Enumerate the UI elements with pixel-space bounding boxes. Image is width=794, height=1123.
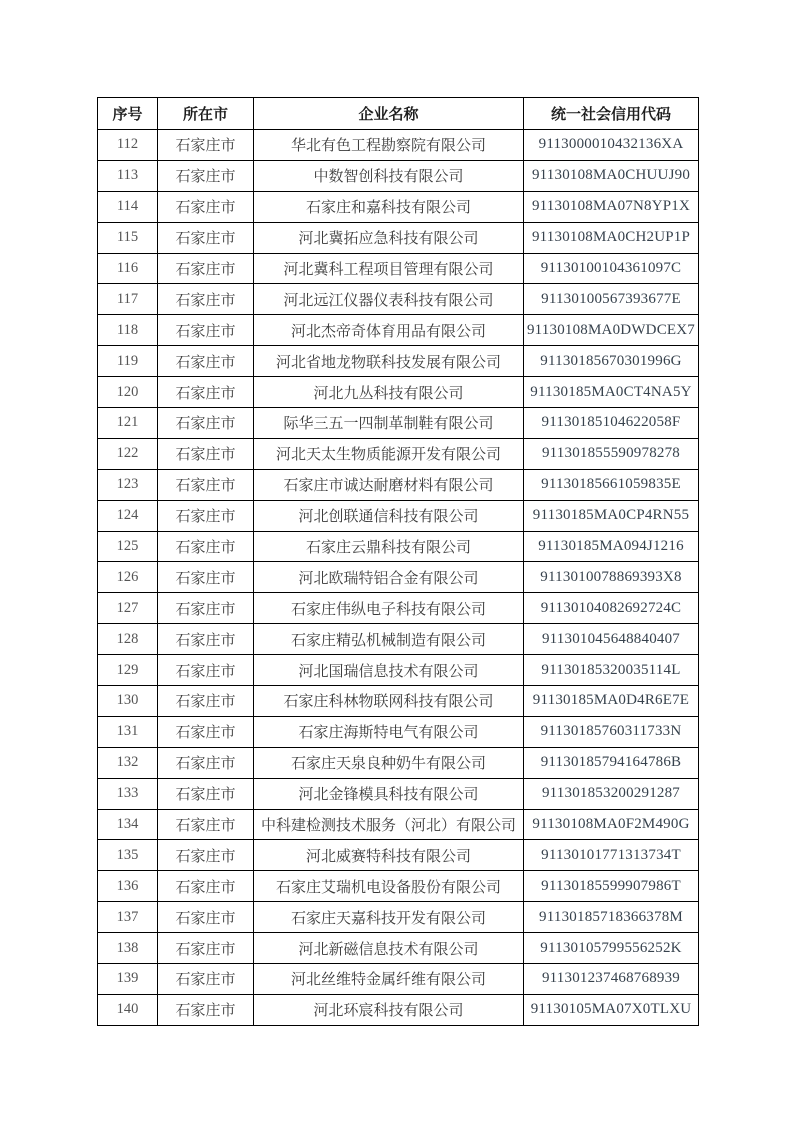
- cell-code: 91130108MA0CHUUJ90: [524, 160, 699, 191]
- cell-name: 际华三五一四制革制鞋有限公司: [254, 408, 524, 439]
- table-row: [98, 778, 699, 809]
- cell-name: 石家庄天嘉科技开发有限公司: [254, 902, 524, 933]
- cell-name: 石家庄艾瑞机电设备股份有限公司: [254, 871, 524, 902]
- cell-no: 120: [98, 377, 158, 408]
- cell-no: 139: [98, 964, 158, 995]
- cell-name: 河北创联通信科技有限公司: [254, 500, 524, 531]
- cell-city: 石家庄市: [158, 160, 254, 191]
- table-row: [98, 253, 699, 284]
- table-row: [98, 933, 699, 964]
- cell-code: 91130185320035114L: [524, 655, 699, 686]
- table-body: [98, 130, 699, 1026]
- table-row: [98, 469, 699, 500]
- cell-name: 华北有色工程勘察院有限公司: [254, 130, 524, 161]
- cell-name: 石家庄市诚达耐磨材料有限公司: [254, 469, 524, 500]
- cell-code: 91130104082692724C: [524, 593, 699, 624]
- table-row: [98, 315, 699, 346]
- cell-no: 133: [98, 778, 158, 809]
- cell-city: 石家庄市: [158, 438, 254, 469]
- cell-code: 91130100567393677E: [524, 284, 699, 315]
- cell-name: 河北金锋模具科技有限公司: [254, 778, 524, 809]
- cell-no: 136: [98, 871, 158, 902]
- cell-city: 石家庄市: [158, 408, 254, 439]
- table-row: [98, 871, 699, 902]
- cell-no: 122: [98, 438, 158, 469]
- cell-city: 石家庄市: [158, 624, 254, 655]
- cell-no: 137: [98, 902, 158, 933]
- cell-no: 131: [98, 716, 158, 747]
- cell-name: 河北杰帝奇体育用品有限公司: [254, 315, 524, 346]
- cell-code: 91130185MA0CP4RN55: [524, 500, 699, 531]
- cell-name: 中数智创科技有限公司: [254, 160, 524, 191]
- column-header-city: 所在市: [158, 98, 254, 130]
- cell-name: 石家庄精弘机械制造有限公司: [254, 624, 524, 655]
- cell-name: 石家庄海斯特电气有限公司: [254, 716, 524, 747]
- cell-city: 石家庄市: [158, 191, 254, 222]
- table-row: [98, 438, 699, 469]
- table-row: [98, 160, 699, 191]
- cell-no: 135: [98, 840, 158, 871]
- cell-code: 91130185661059835E: [524, 469, 699, 500]
- table-row: [98, 994, 699, 1025]
- cell-no: 129: [98, 655, 158, 686]
- cell-code: 9113000010432136XA: [524, 130, 699, 161]
- cell-code: 91130185718366378M: [524, 902, 699, 933]
- cell-city: 石家庄市: [158, 902, 254, 933]
- cell-city: 石家庄市: [158, 346, 254, 377]
- cell-no: 132: [98, 747, 158, 778]
- table-row: [98, 840, 699, 871]
- table-row: [98, 346, 699, 377]
- cell-city: 石家庄市: [158, 284, 254, 315]
- cell-no: 130: [98, 686, 158, 717]
- cell-code: 91130108MA0DWDCEX7: [524, 315, 699, 346]
- table-row: [98, 716, 699, 747]
- cell-code: 91130185104622058F: [524, 408, 699, 439]
- table-row: [98, 562, 699, 593]
- cell-name: 河北国瑞信息技术有限公司: [254, 655, 524, 686]
- cell-name: 河北远江仪器仪表科技有限公司: [254, 284, 524, 315]
- cell-city: 石家庄市: [158, 964, 254, 995]
- table-row: [98, 624, 699, 655]
- cell-no: 118: [98, 315, 158, 346]
- cell-city: 石家庄市: [158, 871, 254, 902]
- table-row: [98, 747, 699, 778]
- cell-name: 河北威赛特科技有限公司: [254, 840, 524, 871]
- cell-code: 91130185MA0CT4NA5Y: [524, 377, 699, 408]
- cell-name: 河北省地龙物联科技发展有限公司: [254, 346, 524, 377]
- cell-name: 河北欧瑞特铝合金有限公司: [254, 562, 524, 593]
- cell-no: 125: [98, 531, 158, 562]
- cell-city: 石家庄市: [158, 686, 254, 717]
- table-row: [98, 964, 699, 995]
- cell-no: 124: [98, 500, 158, 531]
- cell-no: 127: [98, 593, 158, 624]
- cell-code: 91130105MA07X0TLXU: [524, 994, 699, 1025]
- cell-code: 9113010078869393X8: [524, 562, 699, 593]
- cell-city: 石家庄市: [158, 130, 254, 161]
- cell-no: 123: [98, 469, 158, 500]
- cell-city: 石家庄市: [158, 531, 254, 562]
- cell-code: 911301237468768939: [524, 964, 699, 995]
- cell-name: 河北新磁信息技术有限公司: [254, 933, 524, 964]
- cell-no: 113: [98, 160, 158, 191]
- cell-code: 911301855590978278: [524, 438, 699, 469]
- cell-code: 91130185MA0D4R6E7E: [524, 686, 699, 717]
- cell-name: 石家庄天泉良种奶牛有限公司: [254, 747, 524, 778]
- cell-city: 石家庄市: [158, 500, 254, 531]
- cell-no: 126: [98, 562, 158, 593]
- cell-name: 河北冀科工程项目管理有限公司: [254, 253, 524, 284]
- cell-code: 91130185MA094J1216: [524, 531, 699, 562]
- cell-no: 115: [98, 222, 158, 253]
- cell-name: 河北环宸科技有限公司: [254, 994, 524, 1025]
- cell-no: 116: [98, 253, 158, 284]
- table-row: [98, 655, 699, 686]
- table-row: [98, 408, 699, 439]
- table-row: [98, 809, 699, 840]
- cell-city: 石家庄市: [158, 809, 254, 840]
- cell-code: 91130100104361097C: [524, 253, 699, 284]
- cell-code: 91130108MA0CH2UP1P: [524, 222, 699, 253]
- cell-no: 112: [98, 130, 158, 161]
- cell-code: 911301045648840407: [524, 624, 699, 655]
- table-row: [98, 500, 699, 531]
- cell-city: 石家庄市: [158, 562, 254, 593]
- cell-code: 91130185760311733N: [524, 716, 699, 747]
- cell-code: 91130185794164786B: [524, 747, 699, 778]
- cell-no: 134: [98, 809, 158, 840]
- cell-city: 石家庄市: [158, 593, 254, 624]
- cell-city: 石家庄市: [158, 655, 254, 686]
- table-row: [98, 593, 699, 624]
- cell-no: 117: [98, 284, 158, 315]
- cell-city: 石家庄市: [158, 253, 254, 284]
- cell-no: 140: [98, 994, 158, 1025]
- cell-no: 119: [98, 346, 158, 377]
- table-row: [98, 686, 699, 717]
- column-header-name: 企业名称: [254, 98, 524, 130]
- cell-code: 91130108MA0F2M490G: [524, 809, 699, 840]
- cell-name: 河北冀拓应急科技有限公司: [254, 222, 524, 253]
- cell-no: 121: [98, 408, 158, 439]
- cell-code: 91130185670301996G: [524, 346, 699, 377]
- cell-code: 91130108MA07N8YP1X: [524, 191, 699, 222]
- cell-city: 石家庄市: [158, 933, 254, 964]
- cell-name: 中科建检测技术服务（河北）有限公司: [254, 809, 524, 840]
- cell-name: 石家庄科林物联网科技有限公司: [254, 686, 524, 717]
- cell-no: 114: [98, 191, 158, 222]
- cell-name: 石家庄伟纵电子科技有限公司: [254, 593, 524, 624]
- cell-name: 河北天太生物质能源开发有限公司: [254, 438, 524, 469]
- cell-code: 91130105799556252K: [524, 933, 699, 964]
- cell-city: 石家庄市: [158, 469, 254, 500]
- cell-name: 石家庄和嘉科技有限公司: [254, 191, 524, 222]
- cell-no: 138: [98, 933, 158, 964]
- column-header-no: 序号: [98, 98, 158, 130]
- cell-code: 911301853200291287: [524, 778, 699, 809]
- column-header-code: 统一社会信用代码: [524, 98, 699, 130]
- table-row: [98, 531, 699, 562]
- cell-city: 石家庄市: [158, 778, 254, 809]
- table-row: [98, 902, 699, 933]
- cell-city: 石家庄市: [158, 716, 254, 747]
- company-table: [97, 97, 699, 1026]
- cell-city: 石家庄市: [158, 747, 254, 778]
- cell-name: 河北丝维特金属纤维有限公司: [254, 964, 524, 995]
- table-row: [98, 222, 699, 253]
- cell-city: 石家庄市: [158, 222, 254, 253]
- cell-code: 91130185599907986T: [524, 871, 699, 902]
- cell-no: 128: [98, 624, 158, 655]
- cell-city: 石家庄市: [158, 315, 254, 346]
- cell-name: 石家庄云鼎科技有限公司: [254, 531, 524, 562]
- table-row: [98, 284, 699, 315]
- cell-city: 石家庄市: [158, 840, 254, 871]
- cell-name: 河北九丛科技有限公司: [254, 377, 524, 408]
- table-header-row: [98, 98, 699, 130]
- table-row: [98, 191, 699, 222]
- cell-city: 石家庄市: [158, 377, 254, 408]
- table-row: [98, 377, 699, 408]
- cell-code: 91130101771313734T: [524, 840, 699, 871]
- table-row: [98, 130, 699, 161]
- cell-city: 石家庄市: [158, 994, 254, 1025]
